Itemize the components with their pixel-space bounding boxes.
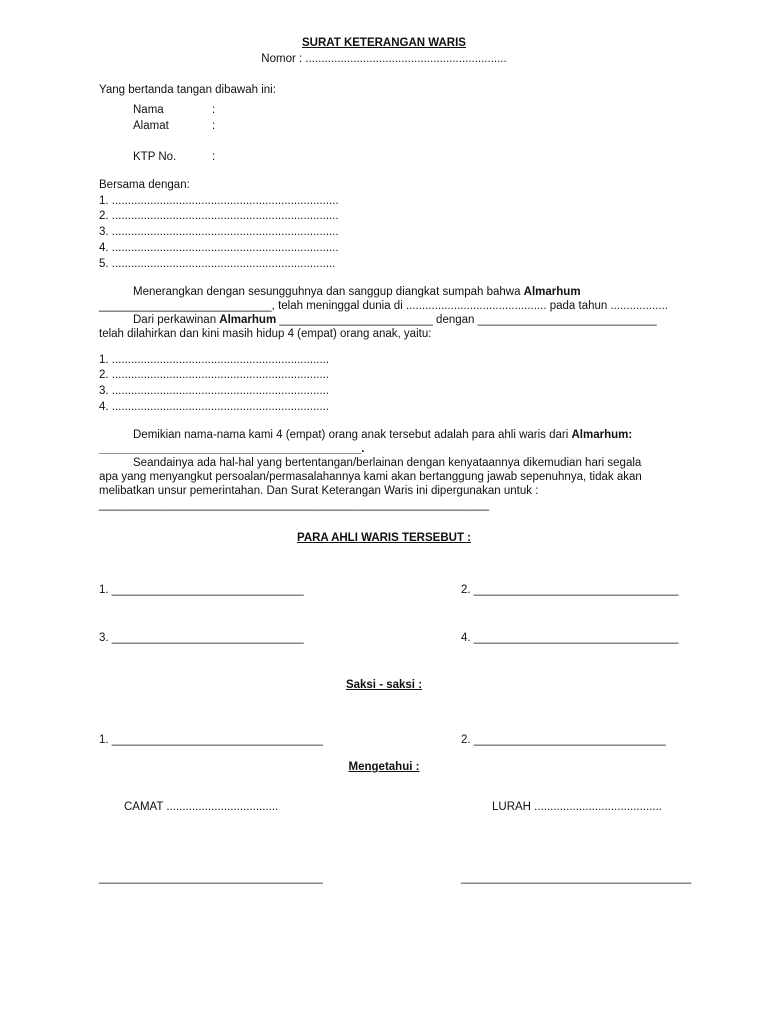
saksi-sign-2: 2. ______________________________ <box>461 734 666 746</box>
para2-line2: _________________________________________. <box>99 443 365 455</box>
nomor-line: Nomor : ............................................................... <box>261 53 507 65</box>
anak-item-3: 3. .................................................................... <box>99 385 330 397</box>
para2-line1 <box>133 429 632 441</box>
mengetahui-heading: Mengetahui : <box>348 761 420 773</box>
field-alamat-sep: : <box>212 120 216 132</box>
para2-text: Demikian nama-nama kami 4 (empat) orang anak tersebut adalah para ahli waris dari <box>133 429 572 441</box>
bersama-item-2: 2. ....................................................................... <box>99 210 339 222</box>
field-ktp-label: KTP No. <box>133 151 177 163</box>
saksi-sign-1: 1. _________________________________ <box>99 734 323 746</box>
field-nama-sep: : <box>212 104 216 116</box>
field-ktp-sep: : <box>212 151 216 163</box>
lurah-line: LURAH ........................................ <box>492 801 662 813</box>
para1-line1 <box>133 286 581 298</box>
para1-dengan: ________________________ dengan ____________________________ <box>276 314 657 326</box>
anak-item-4: 4. .................................................................... <box>99 401 330 413</box>
para1-line2: ___________________________, telah meninggal dunia di ............................................ pada tahun .................. <box>99 300 668 312</box>
para1-almarhum: Almarhum <box>523 286 581 298</box>
signature-line-camat: ___________________________________ <box>99 872 323 884</box>
heir-sign-4: 4. ________________________________ <box>461 632 679 644</box>
heir-sign-3: 3. ______________________________ <box>99 632 304 644</box>
anak-item-1: 1. .................................................................... <box>99 354 330 366</box>
signature-line-lurah: ____________________________________ <box>461 872 692 884</box>
para3-line4: _____________________________________________________________ <box>99 499 490 511</box>
intro-text: Yang bertanda tangan dibawah ini: <box>99 84 276 96</box>
field-nama-label: Nama <box>133 104 164 116</box>
heir-sign-2: 2. ________________________________ <box>461 584 679 596</box>
field-ktp <box>133 151 215 163</box>
field-alamat <box>133 120 215 132</box>
anak-item-2: 2. .................................................................... <box>99 369 330 381</box>
para1-perkawinan: Dari perkawinan <box>133 314 220 326</box>
para3-line1: Seandainya ada hal-hal yang bertentangan/berlainan dengan kenyataannya dikemudian hari segala <box>133 457 642 469</box>
bersama-item-3: 3. ....................................................................... <box>99 226 339 238</box>
para1-line3 <box>133 314 657 326</box>
saksi-heading: Saksi - saksi : <box>345 679 423 691</box>
para2-almarhum: Almarhum: <box>571 429 633 441</box>
bersama-item-5: 5. ...................................................................... <box>99 258 336 270</box>
heirs-heading: PARA AHLI WARIS TERSEBUT : <box>297 532 471 544</box>
para3-line2: apa yang menyangkut persoalan/permasalahannya kami akan bertanggung jawab sepenuhnya, tidak akan <box>99 471 642 483</box>
para1-almarhum-2: Almarhum <box>219 314 277 326</box>
bersama-heading: Bersama dengan: <box>99 179 190 191</box>
para1-line4: telah dilahirkan dan kini masih hidup 4 (empat) orang anak, yaitu: <box>99 328 432 340</box>
bersama-item-1: 1. ....................................................................... <box>99 195 339 207</box>
heir-sign-1: 1. ______________________________ <box>99 584 304 596</box>
field-nama <box>133 104 215 116</box>
camat-line: CAMAT ................................... <box>124 801 279 813</box>
bersama-item-4: 4. ....................................................................... <box>99 242 339 254</box>
document-title: SURAT KETERANGAN WARIS <box>302 37 466 49</box>
para1-text: Menerangkan dengan sesungguhnya dan sanggup diangkat sumpah bahwa <box>133 286 524 298</box>
para3-line3: melibatkan unsur pemerintahan. Dan Surat Keterangan Waris ini dipergunakan untuk : <box>99 485 539 497</box>
field-alamat-label: Alamat <box>133 120 169 132</box>
